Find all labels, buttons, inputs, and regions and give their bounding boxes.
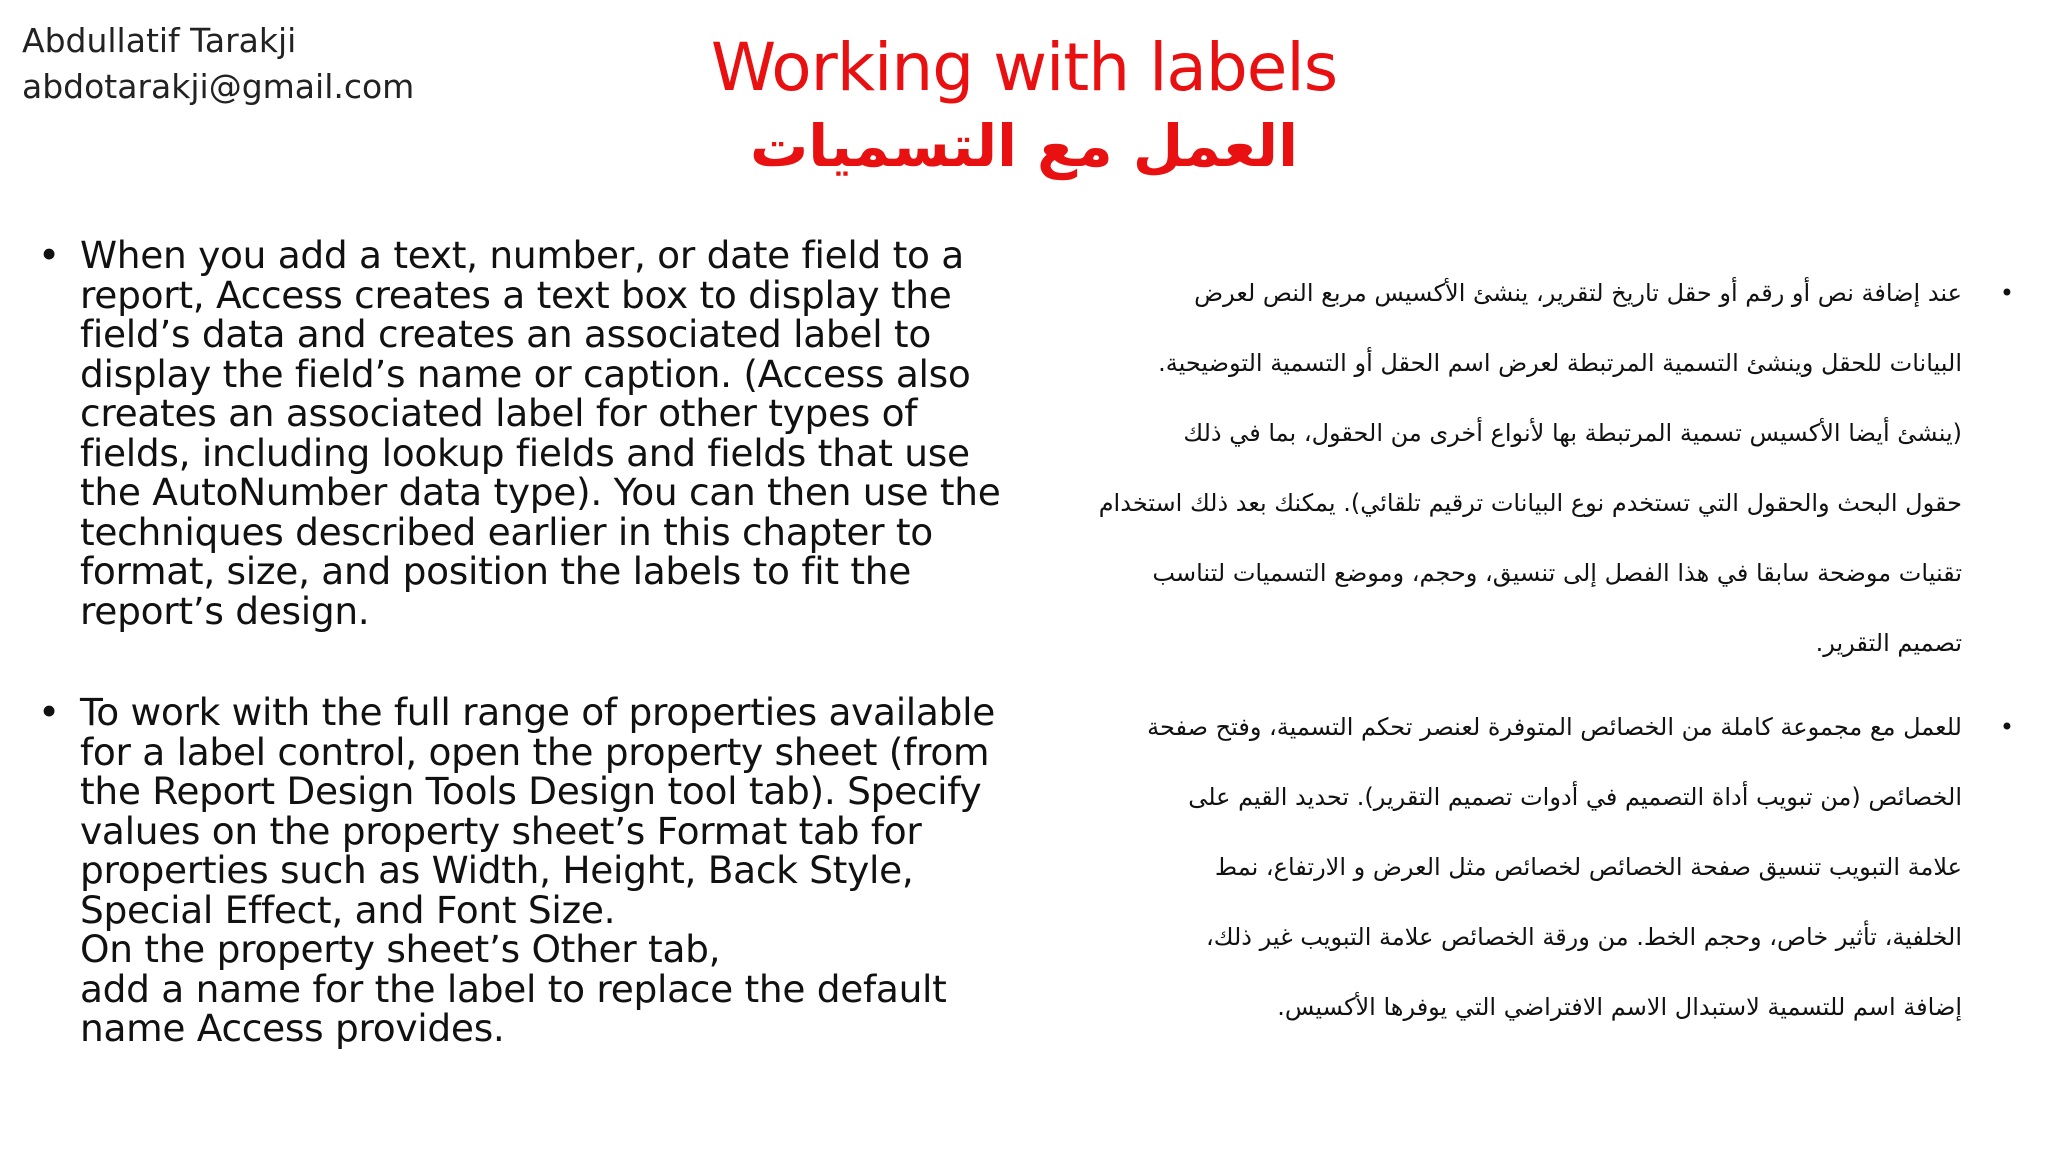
english-bullet-2-text: To work with the full range of properties available for a label control, open the property sheet (from the Report Design Tools Design tool tab). Specify values on the property sheet’s Format tab for properties such as Width, Height, Back Style, Special Effect, and Font Size. bbox=[80, 690, 996, 932]
author-name: Abdullatif Tarakji bbox=[22, 21, 297, 60]
english-bullet-1 bbox=[38, 233, 1018, 633]
english-content bbox=[38, 233, 1018, 1050]
arabic-line: البيانات للحقل وينشئ التسمية المرتبطة لعرض اسم الحقل أو التسمية التوضيحية. bbox=[1158, 349, 1962, 377]
english-bullet-2-line-2: On the property sheet’s Other tab, bbox=[80, 927, 721, 971]
arabic-line: الخصائص (من تبويب أداة التصميم في أدوات تصميم التقرير). تحديد القيم على bbox=[1188, 783, 1962, 811]
bullet-icon: • bbox=[1999, 713, 2014, 741]
bullet-icon: • bbox=[38, 233, 60, 277]
bullet-icon: • bbox=[38, 690, 60, 734]
english-bullet-2-line-3: add a name for the label to replace the default name Access provides. bbox=[80, 966, 947, 1050]
arabic-line: عند إضافة نص أو رقم أو حقل تاريخ لتقرير، ينشئ الأكسيس مربع النص لعرض bbox=[1194, 279, 1962, 307]
arabic-line: تصميم التقرير. bbox=[1815, 629, 1962, 657]
arabic-bullet-2 bbox=[1032, 692, 2014, 1042]
arabic-line: للعمل مع مجموعة كاملة من الخصائص المتوفرة لعنصر تحكم التسمية، وفتح صفحة bbox=[1147, 713, 1962, 741]
arabic-line: تقنيات موضحة سابقا في هذا الفصل إلى تنسيق، وحجم، وموضع التسميات لتناسب bbox=[1152, 559, 1962, 587]
page-title-arabic: العمل مع التسميات bbox=[750, 112, 1298, 180]
arabic-bullet-1 bbox=[1032, 258, 2014, 678]
english-bullet-2 bbox=[38, 690, 1018, 1050]
english-bullet-1-text: When you add a text, number, or date field to a report, Access creates a text box to display the field’s data and creates an associated label to display the field’s name or caption. (Access also creates an associated label for other types of fields, including lookup fields and fields that use the AutoNumber data type). You can then use the techniques described earlier in this chapter to format, size, and position the labels to fit the report’s design. bbox=[80, 233, 1001, 633]
arabic-line: (ينشئ أيضا الأكسيس تسمية المرتبطة بها لأنواع أخرى من الحقول، بما في ذلك bbox=[1183, 419, 1962, 447]
arabic-line: الخلفية، تأثير خاص، وحجم الخط. من ورقة الخصائص علامة التبويب غير ذلك، bbox=[1206, 923, 1962, 951]
author-email: abdotarakji@gmail.com bbox=[22, 67, 415, 106]
arabic-line: حقول البحث والحقول التي تستخدم نوع البيانات ترقيم تلقائي). يمكنك بعد ذلك استخدام bbox=[1098, 489, 1962, 517]
bullet-icon: • bbox=[1999, 279, 2014, 307]
page-title: Working with labels bbox=[710, 29, 1338, 106]
arabic-line: إضافة اسم للتسمية لاستبدال الاسم الافتراضي التي يوفرها الأكسيس. bbox=[1277, 993, 1962, 1021]
arabic-line: علامة التبويب تنسيق صفحة الخصائص لخصائص مثل العرض و الارتفاع، نمط bbox=[1214, 853, 1962, 881]
arabic-content bbox=[1032, 258, 2014, 1042]
